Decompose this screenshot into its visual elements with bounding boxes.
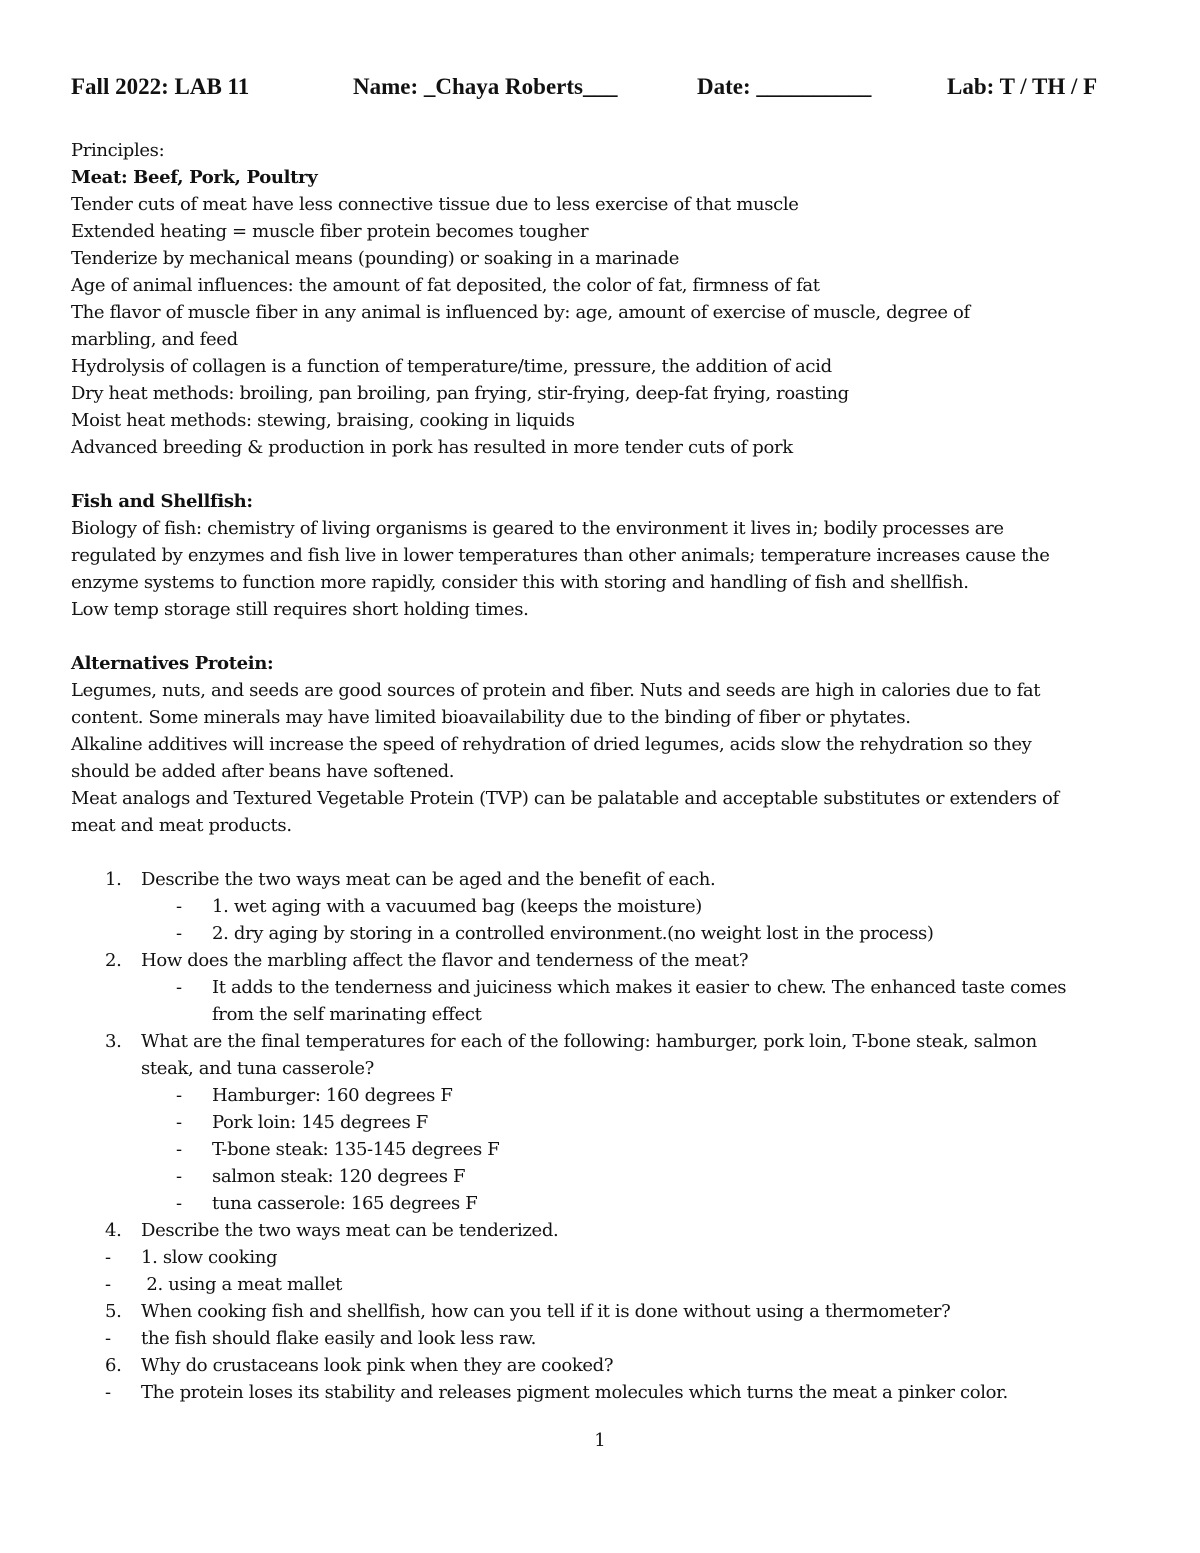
question-number: 4. [105, 1220, 122, 1241]
principle-line: Dry heat methods: broiling, pan broiling, pan frying, stir-frying, deep-fat frying, roasting [71, 383, 849, 404]
principle-line: enzyme systems to function more rapidly, consider this with storing and handling of fish and shellfish. [71, 572, 969, 593]
question-number: 1. [105, 869, 122, 890]
bullet-dash: - [176, 1085, 182, 1106]
principle-line: Low temp storage still requires short holding times. [71, 599, 529, 620]
answer-text: 2. dry aging by storing in a controlled environment.(no weight lost in the process) [212, 923, 934, 944]
principle-line: The flavor of muscle fiber in any animal is influenced by: age, amount of exercise of muscle, degree of [71, 302, 970, 323]
principle-line: marbling, and feed [71, 329, 238, 350]
question-text: How does the marbling affect the flavor and tenderness of the meat? [141, 950, 749, 971]
bullet-dash: - [176, 896, 182, 917]
answer-text: 2. using a meat mallet [141, 1274, 343, 1295]
answer-line [71, 1001, 1131, 1028]
question-text: steak, and tuna casserole? [141, 1058, 374, 1079]
answer-text: Hamburger: 160 degrees F [212, 1085, 453, 1106]
answer-line [71, 1109, 1131, 1136]
principle-line: Hydrolysis of collagen is a function of temperature/time, pressure, the addition of acid [71, 356, 832, 377]
principle-line: Tenderize by mechanical means (pounding) or soaking in a marinade [71, 248, 680, 269]
question-text: What are the final temperatures for each of the following: hamburger, pork loin, T-bone steak, salmon [141, 1031, 1037, 1052]
answer-line [71, 920, 1131, 947]
answer-text: from the self marinating effect [212, 1004, 482, 1025]
question-number: 3. [105, 1031, 122, 1052]
answer-text: the fish should flake easily and look less raw. [141, 1328, 537, 1349]
bullet-dash: - [176, 923, 182, 944]
question-3 [71, 1055, 1131, 1082]
question-text: When cooking fish and shellfish, how can you tell if it is done without using a thermometer? [141, 1301, 951, 1322]
principle-line: content. Some minerals may have limited bioavailability due to the binding of fiber or phytates. [71, 707, 911, 728]
principle-line: Tender cuts of meat have less connective tissue due to less exercise of that muscle [71, 194, 799, 215]
bullet-dash: - [105, 1328, 111, 1349]
page-number: 1 [594, 1430, 606, 1451]
answer-line [71, 1244, 1131, 1271]
question-text: Why do crustaceans look pink when they are cooked? [141, 1355, 614, 1376]
principles-label: Principles: [71, 140, 165, 161]
principle-line: Legumes, nuts, and seeds are good sources of protein and fiber. Nuts and seeds are high in calories due to fat [71, 680, 1041, 701]
question-number: 6. [105, 1355, 122, 1376]
bullet-dash: - [176, 1139, 182, 1160]
answer-line [71, 1325, 1131, 1352]
bullet-dash: - [105, 1274, 111, 1295]
question-6 [71, 1352, 1131, 1379]
course-title: Fall 2022: LAB 11 [71, 74, 250, 99]
question-number: 5. [105, 1301, 122, 1322]
answer-text: Pork loin: 145 degrees F [212, 1112, 428, 1133]
bullet-dash: - [176, 1112, 182, 1133]
bullet-dash: - [105, 1382, 111, 1403]
answer-line [71, 1136, 1131, 1163]
principle-line: Advanced breeding & production in pork has resulted in more tender cuts of pork [71, 437, 793, 458]
questions-list [71, 866, 1131, 1406]
meat-principles [71, 191, 1131, 461]
principle-line: Alkaline additives will increase the speed of rehydration of dried legumes, acids slow the rehydration so they [71, 734, 1032, 755]
meat-heading: Meat: Beef, Pork, Poultry [71, 167, 318, 188]
question-number: 2. [105, 950, 122, 971]
principle-line: regulated by enzymes and fish live in lower temperatures than other animals; temperature increases cause the [71, 545, 1050, 566]
answer-text: 1. wet aging with a vacuumed bag (keeps the moisture) [212, 896, 702, 917]
answer-line [71, 1082, 1131, 1109]
answer-text: T-bone steak: 135-145 degrees F [212, 1139, 500, 1160]
principle-line: Moist heat methods: stewing, braising, cooking in liquids [71, 410, 575, 431]
answer-line [71, 1190, 1131, 1217]
fish-heading: Fish and Shellfish: [71, 491, 253, 512]
bullet-dash: - [176, 977, 182, 998]
question-2 [71, 947, 1131, 974]
answer-line [71, 974, 1131, 1001]
alternatives-heading: Alternatives Protein: [71, 653, 274, 674]
answer-text: salmon steak: 120 degrees F [212, 1166, 466, 1187]
principle-line: Meat analogs and Textured Vegetable Protein (TVP) can be palatable and acceptable substitutes or extenders of [71, 788, 1059, 809]
date-field: Date: __________ [697, 74, 872, 99]
lab-day-field: Lab: T / TH / F [947, 74, 1098, 99]
bullet-dash: - [105, 1247, 111, 1268]
student-name-field: Name: _Chaya Roberts___ [353, 74, 618, 99]
answer-line [71, 1163, 1131, 1190]
alternatives-principles [71, 677, 1131, 839]
fish-principles [71, 515, 1131, 623]
answer-text: The protein loses its stability and releases pigment molecules which turns the meat a pinker color. [141, 1382, 1008, 1403]
question-3 [71, 1028, 1131, 1055]
question-text: Describe the two ways meat can be tenderized. [141, 1220, 559, 1241]
question-1 [71, 866, 1131, 893]
principle-line: Extended heating = muscle fiber protein becomes tougher [71, 221, 589, 242]
answer-line [71, 1271, 1131, 1298]
question-text: Describe the two ways meat can be aged and the benefit of each. [141, 869, 716, 890]
answer-text: It adds to the tenderness and juiciness which makes it easier to chew. The enhanced taste comes [212, 977, 1067, 998]
bullet-dash: - [176, 1193, 182, 1214]
question-4 [71, 1217, 1131, 1244]
principle-line: meat and meat products. [71, 815, 292, 836]
answer-line [71, 1379, 1131, 1406]
principle-line: Biology of fish: chemistry of living organisms is geared to the environment it lives in; bodily processes are [71, 518, 1004, 539]
document-body [71, 137, 1131, 1406]
principle-line: Age of animal influences: the amount of fat deposited, the color of fat, firmness of fat [71, 275, 820, 296]
answer-line [71, 893, 1131, 920]
question-5 [71, 1298, 1131, 1325]
bullet-dash: - [176, 1166, 182, 1187]
answer-text: tuna casserole: 165 degrees F [212, 1193, 478, 1214]
answer-text: 1. slow cooking [141, 1247, 278, 1268]
principle-line: should be added after beans have softened. [71, 761, 455, 782]
